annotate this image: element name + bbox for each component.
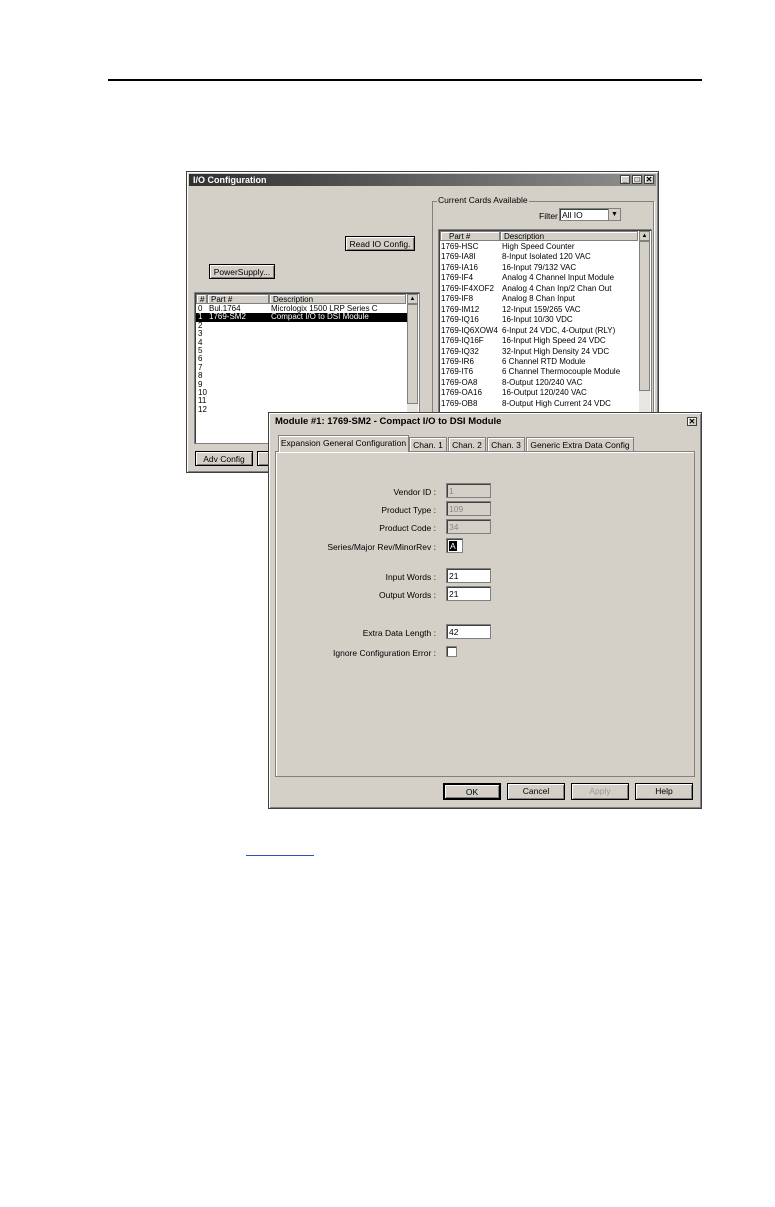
input-words-field[interactable]: 21 [446,568,491,583]
col-header-part[interactable]: Part # [207,294,269,304]
card-description: 8-Output 120/240 VAC [502,377,583,387]
card-row[interactable] [440,252,639,262]
tab-page [275,451,695,777]
row-num: 3 [198,329,203,339]
extra-data-length-field[interactable]: 42 [446,624,491,639]
installed-module-row[interactable] [196,381,407,389]
row-part: Bul.1764 [209,304,241,313]
tab-expansion-general[interactable]: Expansion General Configuration [278,435,409,452]
tab-chan-1[interactable]: Chan. 1 [409,437,447,451]
card-row[interactable] [440,326,639,336]
cards-col-header-description[interactable]: Description [500,231,638,241]
card-description: 16-Output 120/240 VAC [502,388,587,398]
ignore-config-error-checkbox[interactable] [446,646,457,657]
card-description: Analog 4 Channel Input Module [502,273,615,283]
close-button[interactable]: ✕ [688,417,696,426]
card-description: Analog 4 Chan Inp/2 Chan Out [502,283,612,293]
row-num: 8 [198,371,203,381]
card-row[interactable] [440,367,639,377]
card-part: 1769-IQ32 [441,346,479,356]
card-row[interactable] [440,378,639,388]
card-description: 6 Channel RTD Module [502,356,586,366]
card-row[interactable] [440,388,639,398]
apply-button[interactable]: Apply [571,783,629,800]
output-words-field[interactable]: 21 [446,586,491,601]
filter-select[interactable] [559,208,621,221]
series-rev-value: A [450,541,456,551]
row-num: 12 [198,404,207,414]
ignore-config-error-label: Ignore Configuration Error : [333,648,436,658]
col-header-num[interactable]: # [196,294,207,304]
card-row[interactable] [440,294,639,304]
card-part: 1769-IT6 [441,367,474,377]
installed-module-row[interactable] [196,347,407,355]
scroll-thumb[interactable] [639,241,650,391]
col-header-description[interactable]: Description [269,294,406,304]
vendor-id-field: 1 [446,483,491,498]
card-part: 1769-IQ16 [441,315,479,325]
card-description: Analog 8 Chan Input [502,294,575,304]
row-description: Micrologix 1500 LRP Series C [271,304,378,313]
card-description: 16-Input 79/132 VAC [502,262,577,272]
cards-col-header-part[interactable]: Part # [440,231,500,241]
card-description: 8-Output High Current 24 VDC [502,398,611,408]
minimize-button[interactable]: _ [620,175,630,184]
io-window-titlebar [189,174,656,186]
card-part: 1769-IR6 [441,356,474,366]
hyperlink-underline[interactable] [246,855,314,856]
product-type-label: Product Type : [381,505,436,515]
card-description: 8-Input Isolated 120 VAC [502,252,591,262]
scroll-up-icon[interactable]: ▲ [407,294,418,304]
current-cards-label: Current Cards Available [438,195,528,205]
card-row[interactable] [440,305,639,315]
installed-module-row[interactable] [196,330,407,338]
card-part: 1769-IQ16F [441,336,484,346]
card-row[interactable] [440,263,639,273]
installed-module-row[interactable] [196,389,407,397]
card-description: 12-Input 159/265 VAC [502,304,581,314]
card-row[interactable] [440,336,639,346]
card-row[interactable] [440,399,639,409]
product-code-label: Product Code : [379,523,436,533]
card-part: 1769-IM12 [441,304,480,314]
row-num: 5 [198,346,203,355]
card-part: 1769-OA8 [441,377,478,387]
product-code-field: 34 [446,519,491,534]
power-supply-button[interactable]: PowerSupply... [209,264,275,279]
installed-module-row[interactable] [196,364,407,372]
scroll-up-icon[interactable]: ▲ [639,231,650,241]
row-num: 4 [198,337,203,347]
card-description: High Speed Counter [502,242,575,251]
card-part: 1769-OA16 [441,388,482,398]
row-num: 1 [198,312,203,322]
installed-module-row[interactable] [196,355,407,363]
card-description: 16-Input 10/30 VDC [502,315,573,325]
input-words-label: Input Words : [385,572,436,582]
tab-generic-extra-data[interactable]: Generic Extra Data Config [526,437,634,451]
row-num: 2 [198,320,203,330]
output-words-label: Output Words : [378,590,436,600]
tab-chan-3[interactable]: Chan. 3 [487,437,525,451]
card-part: 1769-IF8 [441,294,474,304]
cancel-button[interactable]: Cancel [507,783,565,800]
maximize-button[interactable]: □ [632,175,642,184]
row-num: 10 [198,388,207,397]
page-header-rule [108,79,702,81]
extra-data-length-label: Extra Data Length : [362,628,436,638]
product-type-field: 109 [446,501,491,516]
module-dialog-title: Module #1: 1769-SM2 - Compact I/O to DSI Module [275,416,502,427]
tab-chan-2[interactable]: Chan. 2 [448,437,486,451]
card-description: 6-Input 24 VDC, 4-Output (RLY) [502,325,616,335]
installed-module-row[interactable] [196,372,407,380]
row-num: 7 [198,362,203,372]
row-num: 0 [198,304,203,313]
series-rev-label: Series/Major Rev/MinorRev : [327,542,436,552]
card-part: 1769-IF4 [441,273,474,283]
installed-module-row[interactable] [196,339,407,347]
adv-config-button[interactable]: Adv Config [195,451,253,466]
io-window-title: I/O Configuration [193,175,267,185]
card-row[interactable] [440,347,639,357]
ok-button[interactable]: OK [443,783,501,800]
card-row[interactable] [440,242,639,252]
card-description: 6 Channel Thermocouple Module [502,367,621,377]
scroll-thumb[interactable] [407,304,418,404]
filter-value: All IO [562,210,583,220]
card-part: 1769-HSC [441,242,479,251]
row-num: 9 [198,379,203,389]
installed-module-row[interactable] [196,313,407,321]
vendor-id-label: Vendor ID : [393,487,436,497]
card-description: 32-Input High Density 24 VDC [502,346,610,356]
module-dialog-titlebar [271,415,699,429]
installed-module-row[interactable] [196,322,407,330]
card-row[interactable] [440,284,639,294]
card-part: 1769-IA8I [441,252,476,262]
close-button[interactable]: ✕ [645,175,653,184]
card-row[interactable] [440,273,639,283]
series-rev-field[interactable] [446,538,463,553]
row-part: 1769-SM2 [209,312,246,322]
row-description: Compact I/O to DSI Module [271,312,369,322]
help-button[interactable]: Help [635,783,693,800]
card-part: 1769-OB8 [441,398,478,408]
card-description: 16-Input High Speed 24 VDC [502,336,606,346]
card-row[interactable] [440,357,639,367]
chevron-down-icon[interactable]: ▼ [608,209,620,220]
installed-module-row[interactable] [196,397,407,405]
card-row[interactable] [440,315,639,325]
card-part: 1769-IF4XOF2 [441,283,494,293]
filter-label: Filter [539,211,558,221]
row-num: 11 [198,396,207,406]
read-io-config-button[interactable]: Read IO Config. [345,236,415,251]
row-num: 6 [198,354,203,364]
card-part: 1769-IQ6XOW4 [441,325,498,335]
card-part: 1769-IA16 [441,262,478,272]
